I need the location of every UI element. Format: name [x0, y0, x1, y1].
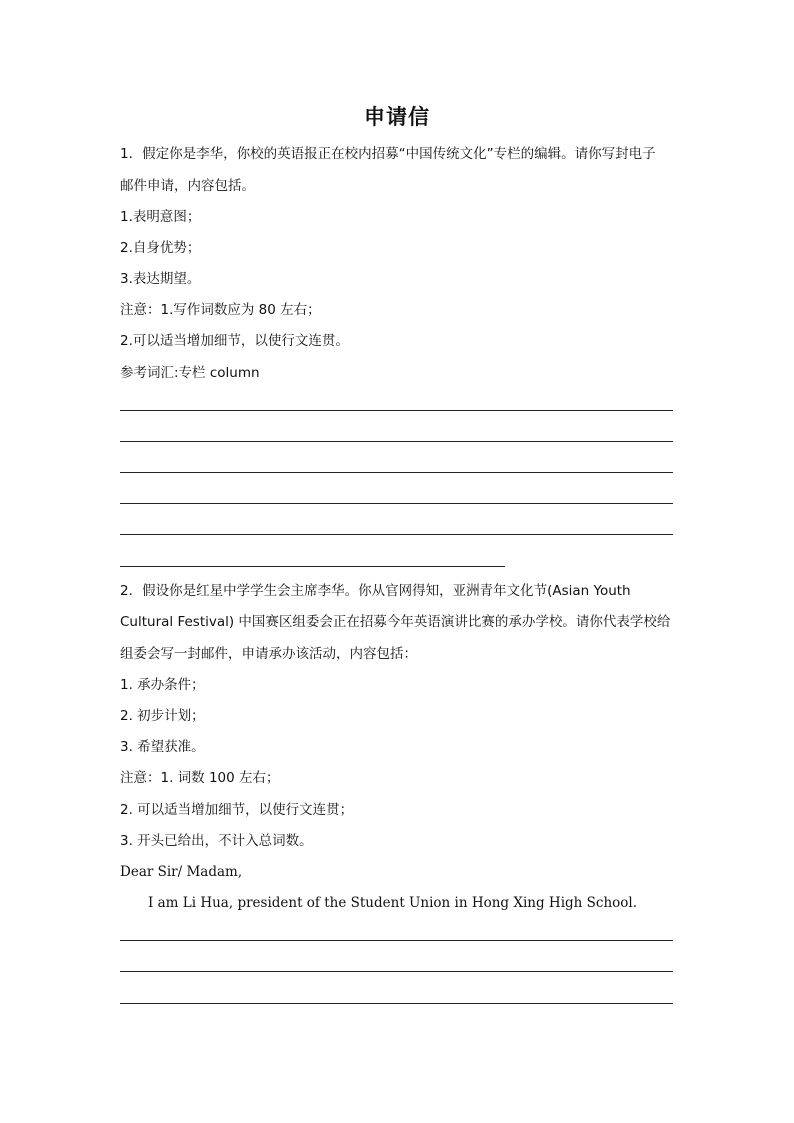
answer-line	[120, 940, 673, 941]
answer-line	[120, 971, 673, 972]
q2-point-2: 2. 初步计划；	[120, 708, 205, 724]
q1-point-3: 3.表达期望。	[120, 271, 201, 287]
q2-note-3: 3. 开头已给出，不计入总词数。	[120, 833, 313, 849]
q2-prompt-line-3: 组委会写一封邮件，申请承办该活动，内容包括：	[120, 646, 417, 662]
q1-note-2: 2.可以适当增加细节，以使行文连贯。	[120, 333, 349, 349]
q2-note-2: 2. 可以适当增加细节，以使行文连贯；	[120, 802, 354, 818]
answer-line	[120, 1003, 673, 1004]
q1-point-2: 2.自身优势；	[120, 240, 201, 256]
q2-point-1: 1. 承办条件；	[120, 677, 205, 693]
q2-prompt-line-2: Cultural Festival) 中国赛区组委会正在招募今年英语演讲比赛的承办学校。请你代表学校给	[120, 614, 671, 630]
q2-note-1: 注意：1. 词数 100 左右；	[120, 770, 280, 786]
answer-line	[120, 441, 673, 442]
q1-prompt-line-2: 邮件申请，内容包括。	[120, 178, 255, 194]
letter-salutation: Dear Sir/ Madam,	[120, 864, 243, 880]
q1-prompt-line-1: 1．假定你是李华，你校的英语报正在校内招募“中国传统文化”专栏的编辑。请你写封电子	[120, 146, 656, 162]
answer-line	[120, 410, 673, 411]
answer-line	[120, 472, 673, 473]
q1-vocab-hint: 参考词汇:专栏 column	[120, 365, 260, 381]
q1-point-1: 1.表明意图；	[120, 209, 201, 225]
answer-line	[120, 534, 673, 535]
page-title: 申请信	[364, 105, 430, 129]
letter-opening-sentence: I am Li Hua, president of the Student Union in Hong Xing High School.	[148, 895, 638, 911]
q2-prompt-line-1: 2．假设你是红星中学学生会主席李华。你从官网得知，亚洲青年文化节(Asian Youth	[120, 583, 631, 599]
q1-note-1: 注意：1.写作词数应为 80 左右；	[120, 302, 321, 318]
q2-point-3: 3. 希望获准。	[120, 739, 205, 755]
answer-line	[120, 503, 673, 504]
answer-line-short	[120, 566, 505, 567]
